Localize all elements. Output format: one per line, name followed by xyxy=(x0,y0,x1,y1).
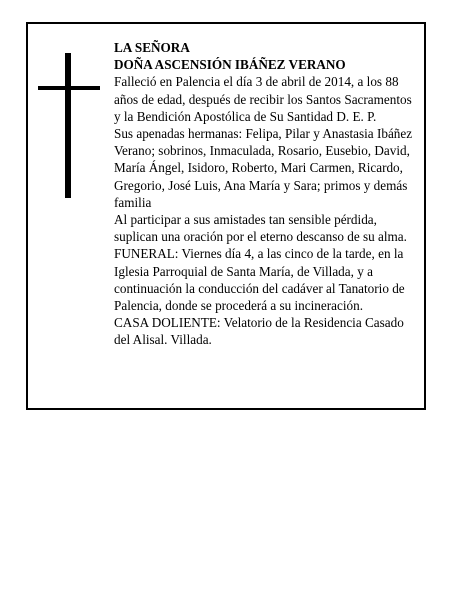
cross-horizontal-bar xyxy=(38,86,100,90)
obituary-notice xyxy=(26,22,426,410)
request-paragraph: Al participar a sus amistades tan sensible pérdida, suplican una oración por el eterno descanso de su alma. xyxy=(114,212,407,245)
family-paragraph: Sus apenadas hermanas: Felipa, Pilar y Anastasia Ibáñez Verano; sobrinos, Inmaculada, Rosario, Eusebio, David, María Ángel, Isidoro, Roberto, Mari Carmen, Ricardo, Gregorio, José Luis, Ana María y Sara; primos y demás familia xyxy=(114,126,413,210)
latin-cross-icon xyxy=(38,53,100,198)
notice-text xyxy=(114,39,420,349)
cross-vertical-bar xyxy=(65,53,71,198)
notice-title: LA SEÑORA xyxy=(114,40,190,55)
deceased-name: DOÑA ASCENSIÓN IBÁÑEZ VERANO xyxy=(114,57,346,73)
house-paragraph: CASA DOLIENTE: Velatorio de la Residencia Casado del Alisal. Villada. xyxy=(114,315,404,348)
death-paragraph: Falleció en Palencia el día 3 de abril de 2014, a los 88 años de edad, después de recibir los Santos Sacramentos y la Bendición Apostólica de Su Santidad D. E. P. xyxy=(114,74,412,124)
funeral-paragraph: FUNERAL: Viernes día 4, a las cinco de la tarde, en la Iglesia Parroquial de Santa María, de Villada, y a continuación la conducción del cadáver al Tanatorio de Palencia, donde se procederá a su incineración. xyxy=(114,246,405,314)
